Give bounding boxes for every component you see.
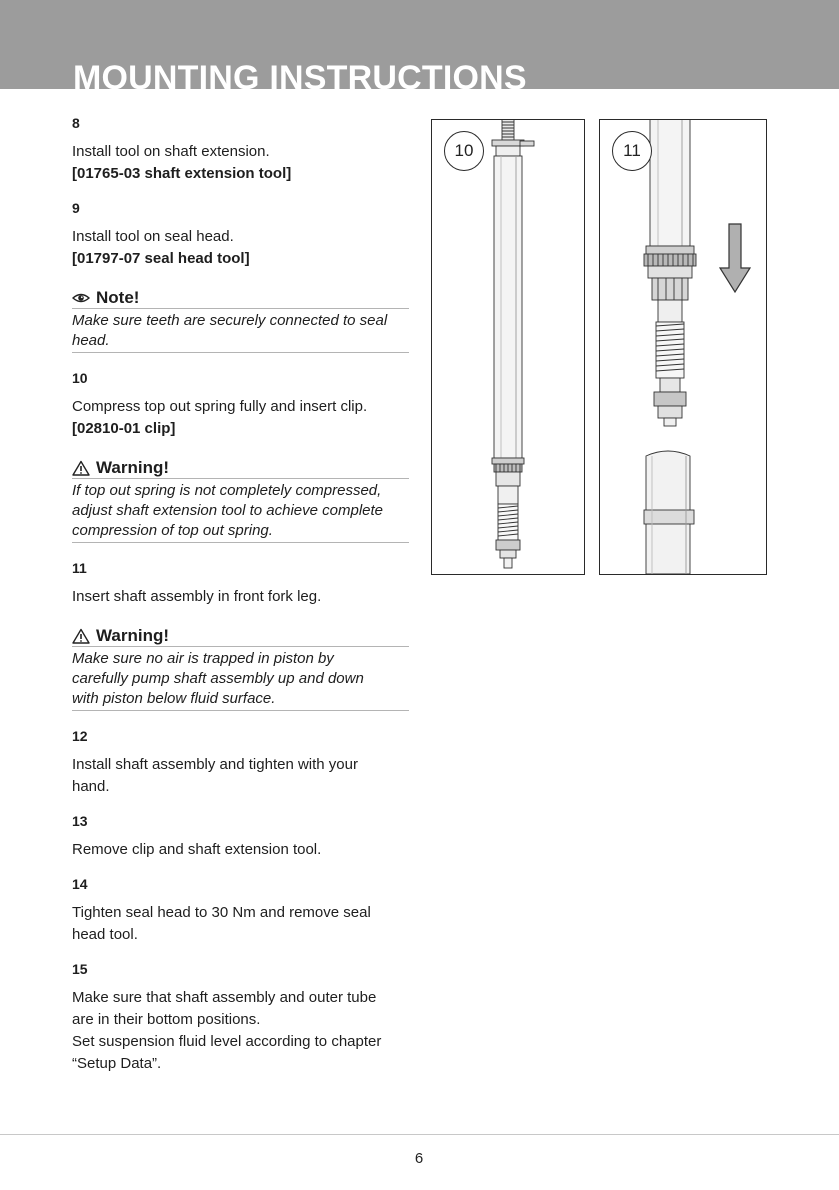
note-body: [72, 309, 409, 353]
warning-callout: [72, 458, 409, 543]
figure-number-badge: 10: [444, 131, 484, 171]
step-13: [72, 812, 409, 861]
page-header: [0, 0, 839, 89]
step-text: Make sure that shaft assembly and outer tube: [72, 989, 377, 1006]
step-text: Install tool on seal head.: [72, 228, 234, 245]
warning-line: compression of top out spring.: [72, 522, 273, 539]
figure-10-panel: [431, 119, 585, 575]
step-8: [72, 114, 409, 185]
step-number: 14: [72, 876, 88, 892]
warning-line: If top out spring is not completely compressed,: [72, 482, 382, 499]
warning-body: [72, 479, 409, 543]
instructions-column: [72, 114, 409, 1089]
step-11: [72, 559, 409, 608]
note-callout: [72, 288, 409, 353]
footer-divider: [0, 1134, 839, 1135]
warning-line: with piston below fluid surface.: [72, 690, 276, 707]
step-text: Compress top out spring fully and insert clip.: [72, 398, 368, 415]
eye-icon: [72, 290, 90, 306]
warning-line: Make sure no air is trapped in piston by: [72, 650, 334, 667]
warning-heading: [72, 458, 409, 479]
step-number: 8: [72, 115, 80, 131]
step-number: 12: [72, 728, 88, 744]
shaft-extension-tool-illustration: [432, 120, 584, 574]
step-15: [72, 960, 409, 1075]
warning-title: Warning!: [96, 458, 170, 477]
step-10: [72, 369, 409, 440]
step-number: 11: [72, 560, 87, 576]
step-14: [72, 875, 409, 946]
warning-heading: [72, 626, 409, 647]
warning-line: carefully pump shaft assembly up and down: [72, 670, 364, 687]
note-heading: [72, 288, 409, 309]
step-text: Install shaft assembly and tighten with your: [72, 756, 358, 773]
step-text: are in their bottom positions.: [72, 1011, 261, 1028]
step-number: 15: [72, 961, 88, 977]
warning-body: [72, 647, 409, 711]
note-line: Make sure teeth are securely connected to seal: [72, 312, 388, 329]
tool-reference: [02810-01 clip]: [72, 420, 176, 437]
step-text: head tool.: [72, 926, 138, 943]
note-line: head.: [72, 332, 110, 349]
step-number: 13: [72, 813, 88, 829]
shaft-assembly-insert-illustration: [600, 120, 766, 574]
tool-reference: [01797-07 seal head tool]: [72, 250, 250, 267]
step-text: Tighten seal head to 30 Nm and remove seal: [72, 904, 371, 921]
step-text: Set suspension fluid level according to chapter: [72, 1033, 382, 1050]
step-text: hand.: [72, 778, 110, 795]
page-title: MOUNTING INSTRUCTIONS: [73, 59, 527, 89]
step-12: [72, 727, 409, 798]
step-text: Insert shaft assembly in front fork leg.: [72, 588, 322, 605]
tool-reference: [01765-03 shaft extension tool]: [72, 165, 292, 182]
warning-triangle-icon: [72, 460, 90, 476]
warning-line: adjust shaft extension tool to achieve complete: [72, 502, 384, 519]
step-text: Remove clip and shaft extension tool.: [72, 841, 322, 858]
note-title: Note!: [96, 288, 140, 307]
step-9: [72, 199, 409, 270]
figure-number-badge: 11: [612, 131, 652, 171]
figure-11-panel: [599, 119, 767, 575]
step-number: 9: [72, 200, 80, 216]
step-text: Install tool on shaft extension.: [72, 143, 270, 160]
warning-title: Warning!: [96, 626, 170, 645]
warning-triangle-icon: [72, 628, 90, 644]
page-number: 6: [414, 1150, 424, 1167]
step-text: “Setup Data”.: [72, 1055, 162, 1072]
step-number: 10: [72, 370, 88, 386]
warning-callout: [72, 626, 409, 711]
